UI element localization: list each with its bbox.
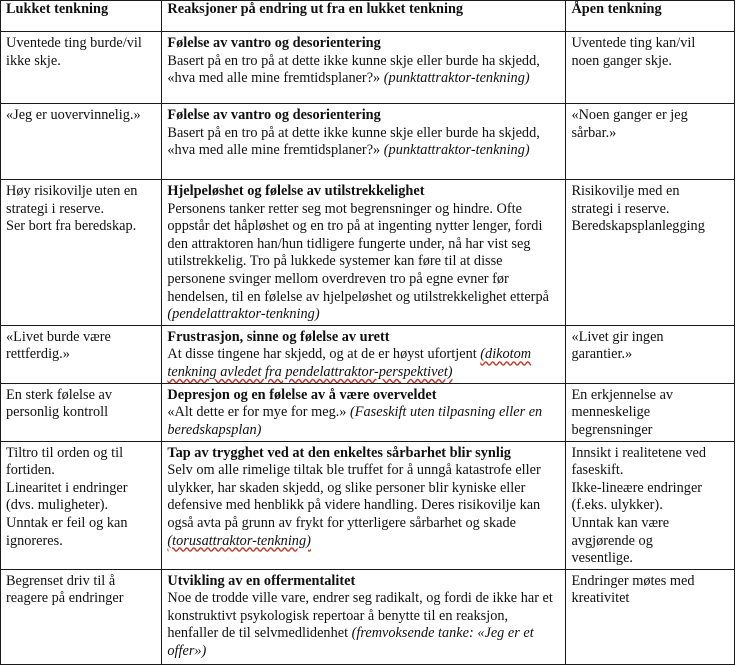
open-line: menneskelige bbox=[571, 404, 651, 421]
reaction-cell bbox=[162, 325, 566, 383]
open-cell bbox=[566, 104, 735, 180]
reaction-body: At disse tingene har skjedd, og at de er høyst ufortjent bbox=[167, 346, 477, 363]
reaction-title: Utvikling av en offermentalitet bbox=[167, 572, 356, 589]
open-line: Beredskapsplanlegging bbox=[571, 218, 705, 235]
closed-line: ignoreres. bbox=[6, 532, 63, 549]
table-row bbox=[1, 32, 735, 104]
closed-line: ikke skje. bbox=[6, 52, 61, 69]
open-line: vesentlige. bbox=[571, 550, 633, 567]
reaction-title: Depresjon og en følelse av å være overveldet bbox=[167, 386, 437, 403]
open-line: strategi i reserve. bbox=[571, 200, 670, 217]
reaction-body: Basert på en tro på at dette ikke kunne skje eller burde ha skjedd, «hva med alle mine fremtidsplaner?» bbox=[167, 124, 540, 159]
table-row bbox=[1, 569, 735, 664]
reaction-body: Personens tanker retter seg mot begrensninger og hindre. Ofte oppstår det håpløshet og en tro på at ingenting nytter lenger, fordi den attraktoren han/hun tidligere fungerte under, nå har vist seg utilstrekkelig. Tro på lukkede systemer kan føre til at disse personene svinger mellom overdreven tro på egne evner før hendelsen, til en følelse av hjelpeløshet og utilstrekkelighet etterpå bbox=[167, 200, 549, 305]
closed-line: Uventede ting burde/vil bbox=[6, 35, 142, 51]
closed-cell bbox=[1, 441, 162, 569]
reaction-body: Basert på en tro på at dette ikke kunne skje eller burde ha skjedd, «hva med alle mine fremtidsplaner?» bbox=[167, 52, 540, 87]
open-cell bbox=[566, 32, 735, 104]
reaction-cell bbox=[162, 104, 566, 180]
reaction-comment: (punktattraktor-tenkning) bbox=[383, 70, 530, 87]
reaction-cell bbox=[162, 441, 566, 569]
closed-line: rettferdig.» bbox=[6, 346, 70, 363]
header-open: Åpen tenkning bbox=[566, 1, 735, 32]
table-row bbox=[1, 383, 735, 441]
open-line: «Livet gir ingen bbox=[571, 328, 664, 345]
closed-line: fortiden. bbox=[6, 462, 55, 479]
reaction-body: Selv om alle rimelige tiltak ble truffet for å unngå katastrofe eller ulykker, har skaden skjedd, og slike personer blir kyniske eller defensive med henblikk på videre handling. Deres risikovilje kan også avta på grunn av frykt for ytterligere sårbarhet og skade bbox=[167, 462, 541, 531]
open-cell bbox=[566, 383, 735, 441]
reaction-cell bbox=[162, 569, 566, 664]
closed-cell bbox=[1, 383, 162, 441]
open-line: sårbar.» bbox=[571, 124, 617, 141]
closed-cell bbox=[1, 104, 162, 180]
open-line: (f.eks. ulykker). bbox=[571, 497, 663, 514]
closed-cell bbox=[1, 32, 162, 104]
closed-line: Tiltro til orden og til bbox=[6, 444, 124, 461]
header-reactions: Reaksjoner på endring ut fra en lukket tenkning bbox=[162, 1, 566, 32]
table-row bbox=[1, 104, 735, 180]
open-line: Endringer møtes med bbox=[571, 572, 695, 589]
reaction-cell bbox=[162, 383, 566, 441]
reaction-title: Tap av trygghet ved at den enkeltes sårbarhet blir synlig bbox=[167, 444, 511, 461]
open-cell bbox=[566, 325, 735, 383]
closed-line: Unntak er feil og kan bbox=[6, 514, 128, 531]
open-line: En erkjennelse av bbox=[571, 386, 674, 403]
table-row bbox=[1, 180, 735, 326]
header-row bbox=[1, 1, 735, 32]
closed-line: strategi i reserve. bbox=[6, 200, 105, 217]
open-line: Ikke-lineære endringer bbox=[571, 479, 703, 496]
table-row bbox=[1, 325, 735, 383]
table-row bbox=[1, 441, 735, 569]
reaction-body: «Alt dette er for mye for meg.» bbox=[167, 404, 347, 421]
closed-line: Linearitet i endringer bbox=[6, 479, 128, 496]
open-line: «Noen ganger er jeg bbox=[571, 107, 688, 123]
reaction-comment: (pendelattraktor-tenkning) bbox=[167, 306, 320, 323]
reaction-title: Følelse av vantro og desorientering bbox=[167, 35, 381, 51]
open-line: begrensninger bbox=[571, 421, 653, 438]
closed-line: «Jeg er uovervinnelig.» bbox=[6, 107, 141, 123]
open-line: Risikovilje med en bbox=[571, 183, 680, 199]
open-line: noen ganger skje. bbox=[571, 52, 672, 69]
open-cell bbox=[566, 569, 735, 664]
reaction-cell bbox=[162, 180, 566, 326]
reaction-title: Hjelpeløshet og følelse av utilstrekkelighet bbox=[167, 183, 425, 199]
closed-line: Ser bort fra beredskap. bbox=[6, 218, 137, 235]
header-closed: Lukket tenkning bbox=[1, 1, 162, 32]
closed-line: «Livet burde være bbox=[6, 328, 111, 345]
reaction-comment: (dikotom tenkning avledet fra pendelattraktor-perspektivet) bbox=[167, 346, 532, 380]
open-line: faseskift. bbox=[571, 462, 624, 479]
reaction-title: Frustrasjon, sinne og følelse av urett bbox=[167, 328, 390, 345]
closed-line: (dvs. muligheter). bbox=[6, 497, 109, 514]
open-cell bbox=[566, 441, 735, 569]
reaction-title: Følelse av vantro og desorientering bbox=[167, 107, 381, 123]
closed-line: Høy risikovilje uten en bbox=[6, 183, 138, 199]
open-line: Innsikt i realitetene ved bbox=[571, 444, 707, 461]
reaction-comment: (torusattraktor-tenkning) bbox=[167, 532, 311, 549]
open-line: kreativitet bbox=[571, 590, 630, 607]
open-line: Unntak kan være bbox=[571, 514, 670, 531]
closed-line: personlig kontroll bbox=[6, 404, 109, 421]
open-line: garantier.» bbox=[571, 346, 633, 363]
reaction-cell bbox=[162, 32, 566, 104]
reaction-comment: (Faseskift uten tilpasning eller en beredskapsplan) bbox=[167, 404, 543, 438]
closed-line: Begrenset driv til å bbox=[6, 572, 116, 589]
closed-cell bbox=[1, 180, 162, 326]
closed-cell bbox=[1, 569, 162, 664]
reaction-comment: (punktattraktor-tenkning) bbox=[383, 142, 530, 159]
open-line: avgjørende og bbox=[571, 532, 653, 549]
open-cell bbox=[566, 180, 735, 326]
open-line: Uventede ting kan/vil bbox=[571, 35, 696, 51]
reaction-body: Noe de trodde ville vare, endrer seg radikalt, og fordi de ikke har et konstruktivt psykologisk repertoar å benytte til en reaksjon, henfaller de til selvmedlidenhet bbox=[167, 590, 553, 642]
closed-line: En sterk følelse av bbox=[6, 386, 112, 403]
closed-line: reagere på endringer bbox=[6, 590, 124, 607]
reaction-comment: (fremvoksende tanke: «Jeg er et offer») bbox=[167, 625, 534, 660]
closed-cell bbox=[1, 325, 162, 383]
